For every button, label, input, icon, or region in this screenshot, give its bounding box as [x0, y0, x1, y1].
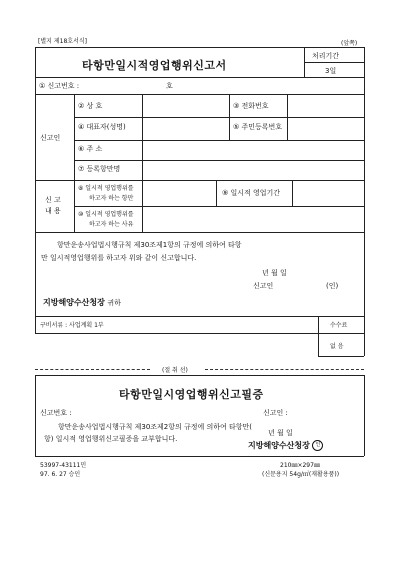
report-number-suffix: 호 [166, 82, 173, 90]
footer-paper: (신문용지 54g/㎡(재활용품)) [262, 471, 340, 478]
official-seal-icon: 인 [312, 440, 323, 451]
addressee-suffix: 귀하 [107, 299, 121, 307]
resident-number-label: ⑤ 주민등록번호 [233, 123, 283, 131]
footer-code: 53997-43111민 [40, 462, 87, 469]
temp-port-label-2: 하고자 하는 항만 [89, 195, 134, 202]
fee-value: 없 음 [330, 343, 344, 350]
form-number: [별지 제18호서식] [38, 38, 87, 45]
issuer-name: 지방해양수산청장 [248, 441, 310, 450]
addressee-name: 지방해양수산청장 [43, 298, 105, 307]
addressee [43, 297, 121, 308]
fee-label: 수수료 [330, 322, 348, 329]
temp-reason-label-2: 하고자 하는 사유 [89, 221, 134, 228]
declaration-seal: (인) [326, 282, 339, 290]
temp-period-label: ⑨ 일시적 영업기간 [222, 189, 281, 197]
declaration-line-1: 항만운송사업법시행규칙 제30조제1항의 규정에 의하여 타항 [57, 241, 242, 249]
address-label: ⑥ 주 소 [78, 145, 103, 153]
temp-reason-label-1: ⑩ 일시적 영업행위를 [78, 211, 134, 218]
cut-line-label: (절 취 선) [162, 367, 188, 374]
certificate-line-2: 항) 일시적 영업행위신고필증을 교부합니다. [44, 435, 178, 443]
phone-label: ③ 전화번호 [233, 102, 269, 110]
content-section-label: 신 고 내 용 [45, 196, 61, 215]
report-number-label: ① 신고번호 : [39, 82, 80, 90]
process-period-value: 3일 [325, 67, 337, 75]
footer-approval: 97. 6. 27 승인 [40, 471, 81, 478]
footer-size: 210㎜×297㎜ [280, 462, 320, 469]
certificate-date: 년 월 일 [268, 429, 293, 437]
business-name-label: ② 상 호 [78, 102, 103, 110]
temp-port-label-1: ⑧ 일시적 영업행위를 [78, 185, 134, 192]
declaration-signer: 신고인 [253, 282, 274, 290]
form-title: 타항만일시적영업행위신고서 [82, 59, 227, 72]
certificate-title: 타항만일시영업행위신고필증 [119, 388, 264, 401]
declaration-line-2: 만 일시적영업행위를 하고자 위와 같이 신고합니다. [41, 254, 197, 262]
certificate-issuer [248, 440, 323, 451]
certificate-report-number: 신고번호 : [40, 409, 72, 417]
front-label: (앞쪽) [341, 40, 358, 47]
registered-port-label: ⑦ 등록항만명 [78, 165, 121, 173]
representative-label: ④ 대표자(성명) [78, 123, 126, 131]
applicant-section-label: 신고인 [40, 134, 61, 142]
process-period-label: 처리기간 [312, 52, 340, 60]
certificate-applicant: 신고인 : [263, 409, 288, 417]
certificate-line-1: 항만운송사업법시행규칙 제30조제2항의 규정에 의하여 타항만( [58, 423, 253, 431]
declaration-date: 년 월 일 [262, 269, 287, 277]
attachment-list: 구비서류 : 사업계획 1부 [40, 322, 104, 329]
